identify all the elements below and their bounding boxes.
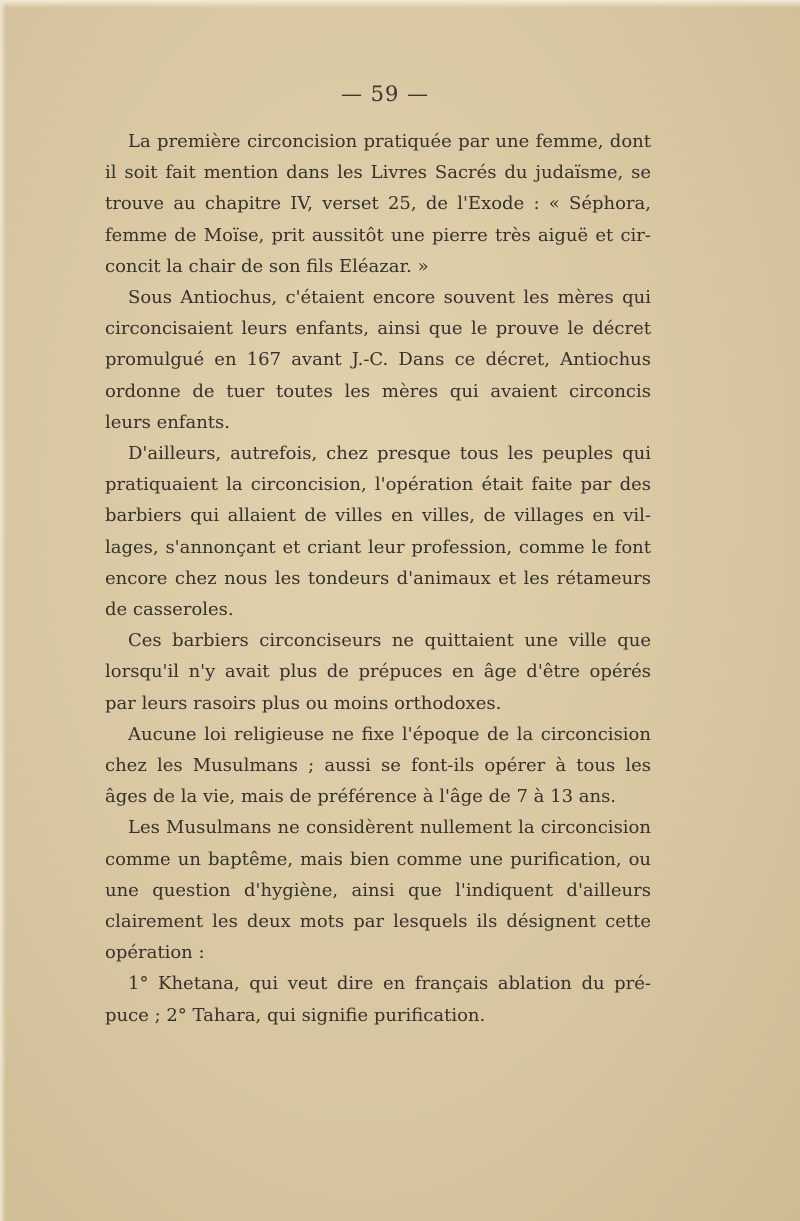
paragraph-5: Aucune loi religieuse ne fixe l'époque de la circoncision chez les Musulmans ; aussi se font-ils opérer à tous les âges de la vie, mais de préférence à l'âge de 7 à 13 ans.: [105, 723, 651, 808]
paragraph-7: 1° Khetana, qui veut dire en français ablation du pré-puce ; 2° Tahara, qui signifie purification.: [105, 973, 651, 1026]
page-edge-top: [0, 0, 800, 8]
page-number: — 59 —: [340, 82, 430, 106]
paragraph-3: D'ailleurs, autrefois, chez presque tous les peuples qui pratiquaient la circoncision, l'opération était faite par des barbiers qui allaient de villes en villes, de villages en vil-lages, s'annonçant et criant leur profession, comme le font encore chez nous les tondeurs d'animaux et les rétameurs de casseroles.: [105, 443, 651, 621]
page-edge-left: [0, 0, 6, 1221]
body-text: [105, 126, 651, 1031]
paragraph-6: Les Musulmans ne considèrent nullement la circoncision comme un baptême, mais bien comme une purification, ou une question d'hygiène, ainsi que l'indiquent d'ailleurs clairement les deux mots par lesquels ils désignent cette opération :: [105, 817, 651, 964]
paragraph-1: La première circoncision pratiquée par une femme, dont il soit fait mention dans les Livres Sacrés du judaïsme, se trouve au chapitre IV, verset 25, de l'Exode : « Séphora, femme de Moïse, prit aussitôt une pierre très aiguë et cir-concit la chair de son fils Eléazar. »: [105, 131, 651, 277]
paragraph-2: Sous Antiochus, c'étaient encore souvent les mères qui circoncisaient leurs enfants, ainsi que le prouve le décret promulgué en 167 avant J.-C. Dans ce décret, Antiochus ordonne de tuer toutes les mères qui avaient circoncis leurs enfants.: [105, 287, 651, 433]
paragraph-4: Ces barbiers circonciseurs ne quittaient une ville que lorsqu'il n'y avait plus de prépuces en âge d'être opérés par leurs rasoirs plus ou moins orthodoxes.: [105, 630, 651, 714]
